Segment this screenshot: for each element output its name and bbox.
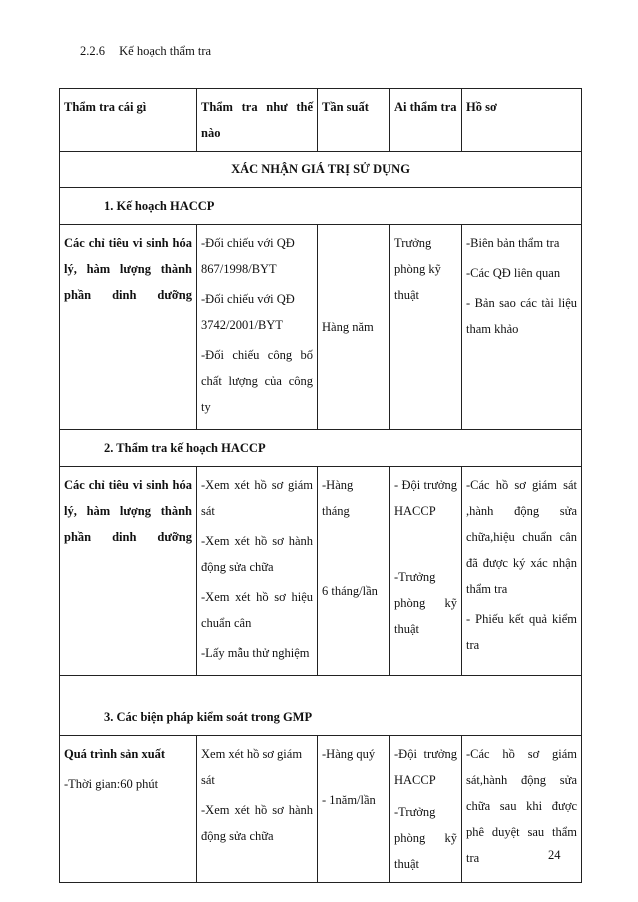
records-cell	[462, 736, 582, 883]
section-number: 2.2.6	[80, 44, 105, 58]
list-item: - Phiếu kết quả kiểm tra	[466, 612, 577, 652]
list-item: -Đối chiếu với QĐ 867/1998/BYT	[201, 236, 295, 276]
list-item: -Xem xét hồ sơ hành động sửa chữa	[201, 803, 313, 843]
section-row-3	[60, 676, 582, 736]
what-text: Các chỉ tiêu vi sinh hóa lý, hàm lượng thành phần dinh dưỡng	[64, 236, 192, 302]
list-item: -Các QĐ liên quan	[466, 266, 561, 280]
section-label: 1. Kế hoạch HACCP	[60, 188, 582, 225]
list-item: Quá trình sản xuất	[64, 747, 166, 761]
how-cell	[197, 225, 318, 430]
records-cell	[462, 225, 582, 430]
list-item: - Bản sao các tài liệu tham khảo	[466, 296, 577, 336]
what-text: Các chỉ tiêu vi sinh hóa lý, hàm lượng thành phần dinh dưỡng	[64, 478, 192, 544]
table-row	[60, 225, 582, 430]
table-row	[60, 467, 582, 676]
how-cell	[197, 736, 318, 883]
list-item: Trưởng phòng kỹ thuật	[394, 236, 441, 302]
list-item: -Xem xét hồ sơ giám sát	[201, 478, 313, 518]
section-row-2	[60, 430, 582, 467]
list-item: -Xem xét hồ sơ hiệu chuẩn cân	[201, 590, 313, 630]
list-item: - Đội trưởng HACCP	[394, 478, 457, 518]
what-cell	[60, 467, 197, 676]
header-frequency: Tần suất	[318, 89, 390, 152]
header-row	[60, 89, 582, 152]
what-cell	[60, 225, 197, 430]
list-item: Xem xét hồ sơ giám sát	[201, 747, 303, 787]
list-item: - 1năm/lần	[322, 793, 376, 807]
list-item: -Trưởng phòng kỹ thuật	[394, 570, 457, 636]
frequency-cell	[318, 736, 390, 883]
how-cell	[197, 467, 318, 676]
list-item: -Đối chiếu công bố chất lượng của công ty	[201, 348, 313, 414]
section-row-1	[60, 188, 582, 225]
frequency-cell	[318, 225, 390, 430]
list-item: -Xem xét hồ sơ hành động sửa chữa	[201, 534, 313, 574]
section-label: 3. Các biện pháp kiểm soát trong GMP	[60, 676, 582, 736]
table-title: XÁC NHẬN GIÁ TRỊ SỬ DỤNG	[60, 152, 582, 188]
section-label: 2. Thẩm tra kế hoạch HACCP	[60, 430, 582, 467]
who-cell	[390, 736, 462, 883]
header-what: Thẩm tra cái gì	[60, 89, 197, 152]
list-item: Hàng năm	[322, 320, 374, 334]
header-how: Thẩm tra như thế nào	[197, 89, 318, 152]
list-item: -Lấy mẫu thử nghiệm	[201, 646, 310, 660]
what-cell	[60, 736, 197, 883]
list-item: -Đối chiếu với QĐ 3742/2001/BYT	[201, 292, 295, 332]
list-item: -Hàng quý	[322, 747, 376, 761]
inspection-plan-table	[59, 88, 582, 883]
list-item: -Các hồ sơ giám sát ,hành động sửa chữa,hiệu chuẩn cân đã được ký xác nhận thẩm tra	[466, 478, 577, 596]
list-item: 6 tháng/lần	[322, 584, 378, 598]
records-cell	[462, 467, 582, 676]
frequency-cell	[318, 467, 390, 676]
section-heading	[80, 44, 211, 59]
table-row	[60, 736, 582, 883]
list-item: -Đội trưởng HACCP	[394, 747, 457, 787]
section-title: Kế hoạch thẩm tra	[119, 44, 212, 58]
page-number: 24	[548, 848, 561, 862]
title-row	[60, 152, 582, 188]
list-item: -Trưởng phòng kỹ thuật	[394, 805, 457, 871]
list-item: -Hàng tháng	[322, 478, 354, 518]
who-cell	[390, 467, 462, 676]
list-item: -Biên bản thẩm tra	[466, 236, 560, 250]
list-item: -Các hồ sơ giám sát,hành động sửa chữa sau khi được phê duyệt sau thẩm tra	[466, 747, 577, 865]
header-who: Ai thẩm tra	[390, 89, 462, 152]
list-item: -Thời gian:60 phút	[64, 777, 159, 791]
header-records: Hồ sơ	[462, 89, 582, 152]
who-cell	[390, 225, 462, 430]
